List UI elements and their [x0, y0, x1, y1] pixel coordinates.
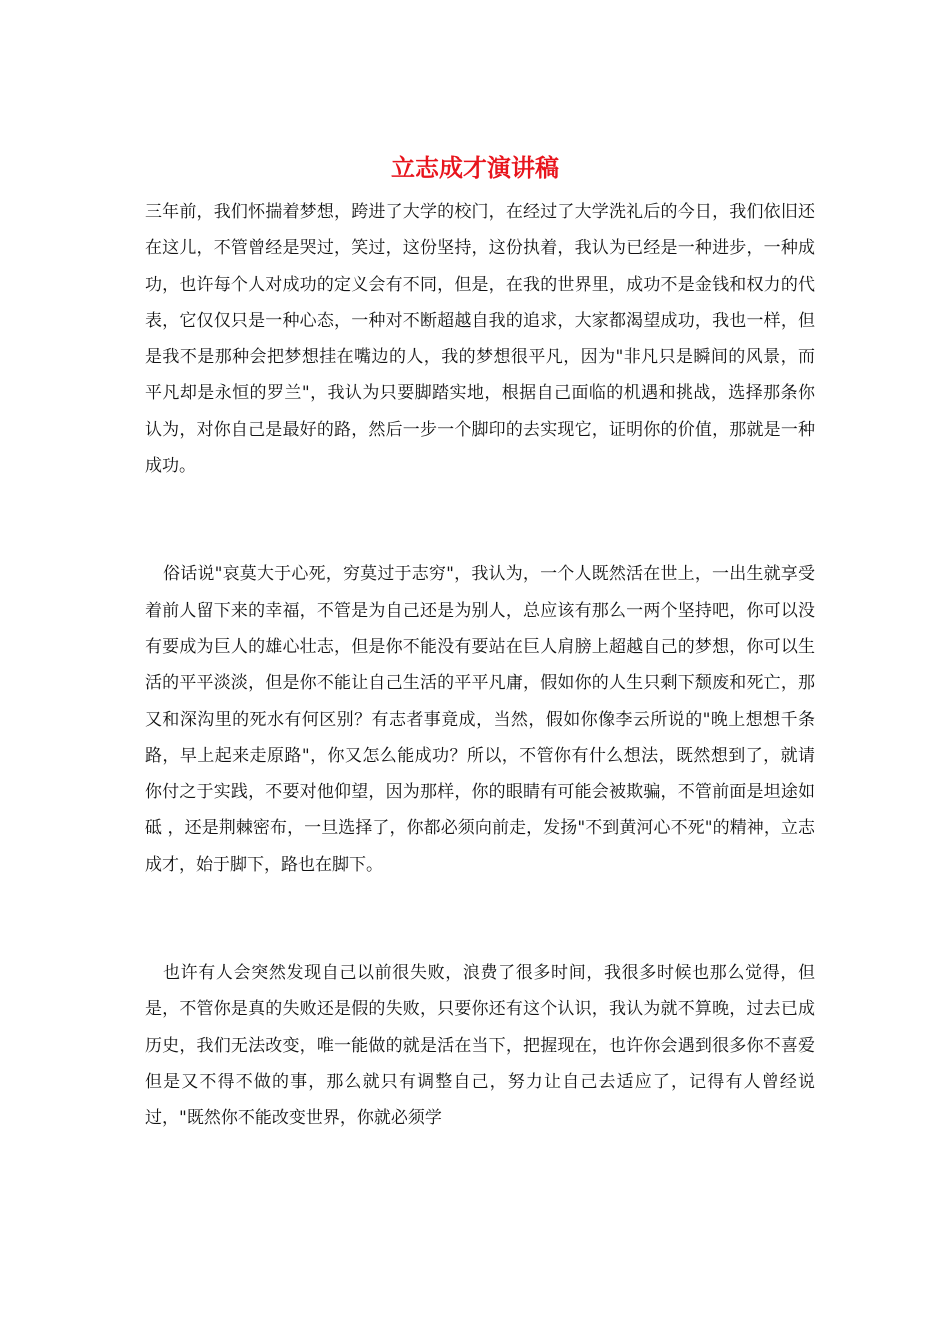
- paragraph-spacer: [145, 484, 815, 556]
- document-body: [145, 194, 815, 1137]
- paragraph-spacer: [145, 883, 815, 955]
- paragraph-3: 也许有人会突然发现自己以前很失败，浪费了很多时间，我很多时候也那么觉得，但是，不管你是真的失败还是假的失败，只要你还有这个认识，我认为就不算晚，过去已成历史，我们无法改变，唯一能做的就是活在当下，把握现在，也许你会遇到很多你不喜爱但是又不得不做的事，那么就只有调整自己，努力让自己去适应了，记得有人曾经说过，"既然你不能改变世界，你就必须学: [145, 963, 815, 1129]
- paragraph-1: 三年前，我们怀揣着梦想，跨进了大学的校门，在经过了大学洗礼后的今日，我们依旧还在这儿，不管曾经是哭过，笑过，这份坚持，这份执着，我认为已经是一种进步，一种成功，也许每个人对成功的定义会有不同，但是，在我的世界里，成功不是金钱和权力的代表，它仅仅只是一种心态，一种对不断超越自我的追求，大家都渴望成功，我也一样，但是我不是那种会把梦想挂在嘴边的人，我的梦想很平凡，因为"非凡只是瞬间的风景，而平凡却是永恒的罗兰"，我认为只要脚踏实地，根据自己面临的机遇和挑战，选择那条你认为，对你自己是最好的路，然后一步一个脚印的去实现它，证明你的价值，那就是一种成功。: [145, 202, 815, 477]
- paragraph-2: 俗话说"哀莫大于心死，穷莫过于志穷"，我认为，一个人既然活在世上，一出生就享受着前人留下来的幸福，不管是为自己还是为别人，总应该有那么一两个坚持吧，你可以没有要成为巨人的雄心壮志，但是你不能没有要站在巨人肩膀上超越自己的梦想，你可以生活的平平淡淡，但是你不能让自己生活的平平凡庸，假如你的人生只剩下颓废和死亡，那又和深沟里的死水有何区别？有志者事竟成，当然，假如你像李云所说的"晚上想想千条路，早上起来走原路"，你又怎么能成功？所以，不管你有什么想法，既然想到了，就请你付之于实践，不要对他仰望，因为那样，你的眼睛有可能会被欺骗，不管前面是坦途如砥 ，还是荆棘密布，一旦选择了，你都必须向前走，发扬"不到黄河心不死"的精神，立志成才，始于脚下，路也在脚下。: [145, 564, 815, 875]
- document-title: 立志成才演讲稿: [391, 153, 559, 182]
